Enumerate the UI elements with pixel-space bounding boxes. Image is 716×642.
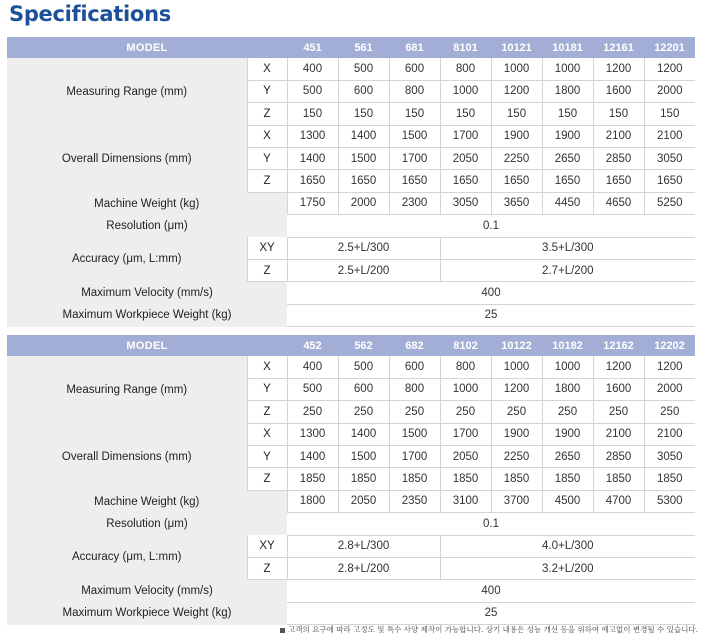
axis-label: X [247,423,287,445]
value-cell: 1800 [287,490,338,512]
value-cell: 3700 [491,490,542,512]
value-cell: 1200 [644,58,695,80]
value-cell: 500 [338,356,389,378]
model-header-cell: 10182 [542,335,593,356]
value-cell: 5250 [644,192,695,214]
value-cell: 1400 [338,125,389,147]
table-row [7,490,695,512]
accuracy-value: 2.5+L/200 [287,259,440,281]
value-cell: 1700 [440,125,491,147]
value-cell: 1200 [644,356,695,378]
value-cell: 1200 [491,80,542,102]
value-cell: 250 [491,401,542,423]
table-row [7,423,695,445]
accuracy-value: 2.8+L/200 [287,557,440,579]
value-cell: 1400 [287,445,338,467]
model-header-label: MODEL [7,37,287,58]
value-cell: 2050 [440,445,491,467]
model-header-cell: 561 [338,37,389,58]
value-cell: 1850 [287,468,338,490]
value-cell: 4650 [593,192,644,214]
value-cell: 1700 [440,423,491,445]
measuring-range-label: Measuring Range (mm) [7,356,247,423]
page-title: Specifications [9,2,171,26]
value-cell: 1200 [593,356,644,378]
accuracy-value: 2.7+L/200 [440,259,695,281]
value-cell: 1850 [593,468,644,490]
value-cell: 1650 [440,170,491,192]
value-cell: 1850 [338,468,389,490]
value-cell: 800 [389,378,440,400]
max-workpiece-label: Maximum Workpiece Weight (kg) [7,602,287,624]
value-cell: 1000 [542,58,593,80]
value-cell: 1650 [389,170,440,192]
table-row [7,282,695,304]
machine-weight-label: Machine Weight (kg) [7,490,287,512]
accuracy-value: 2.5+L/300 [287,237,440,259]
value-cell: 4450 [542,192,593,214]
model-header-cell: 12202 [644,335,695,356]
max-workpiece-label: Maximum Workpiece Weight (kg) [7,304,287,326]
table-row [7,513,695,535]
value-cell: 250 [440,401,491,423]
value-cell: 150 [389,103,440,125]
value-cell: 250 [287,401,338,423]
value-cell: 1900 [542,423,593,445]
spec-table-1 [7,37,695,327]
model-header-cell: 451 [287,37,338,58]
value-cell: 150 [440,103,491,125]
value-cell: 1300 [287,125,338,147]
measuring-range-label: Measuring Range (mm) [7,58,247,125]
value-cell: 2350 [389,490,440,512]
axis-label: Z [247,170,287,192]
value-cell: 3050 [644,445,695,467]
table-row [7,580,695,602]
value-cell: 150 [644,103,695,125]
value-cell: 2100 [593,423,644,445]
table-row [7,535,695,557]
bullet-square-icon [280,628,285,633]
value-cell: 1000 [440,80,491,102]
value-cell: 2000 [338,192,389,214]
value-cell: 2850 [593,445,644,467]
value-cell: 1000 [542,356,593,378]
axis-label: Z [247,401,287,423]
value-cell: 250 [593,401,644,423]
value-cell: 2250 [491,445,542,467]
table-row [7,237,695,259]
model-header-cell: 452 [287,335,338,356]
resolution-label: Resolution (μm) [7,215,287,237]
value-cell: 2650 [542,445,593,467]
value-cell: 1600 [593,80,644,102]
model-header-label: MODEL [7,335,287,356]
value-cell: 500 [287,378,338,400]
value-cell: 400 [287,58,338,80]
table-row [7,602,695,624]
axis-label: Z [247,103,287,125]
footer-note [280,624,698,635]
value-cell: 1500 [338,445,389,467]
value-cell: 1650 [542,170,593,192]
value-cell: 250 [644,401,695,423]
value-cell: 1600 [593,378,644,400]
axis-label: Z [247,259,287,281]
value-cell: 3650 [491,192,542,214]
value-cell: 800 [389,80,440,102]
value-cell: 2050 [440,147,491,169]
value-cell: 3050 [644,147,695,169]
model-header-cell: 10122 [491,335,542,356]
value-cell: 1850 [542,468,593,490]
value-cell: 150 [287,103,338,125]
axis-label: X [247,58,287,80]
value-cell: 600 [338,80,389,102]
model-header-cell: 8102 [440,335,491,356]
resolution-label: Resolution (μm) [7,513,287,535]
value-cell: 1000 [491,58,542,80]
value-cell: 1500 [389,125,440,147]
value-cell: 1700 [389,147,440,169]
value-cell: 2650 [542,147,593,169]
table-row [7,125,695,147]
value-cell: 1850 [440,468,491,490]
model-header-cell: 562 [338,335,389,356]
axis-label: X [247,125,287,147]
value-cell: 1750 [287,192,338,214]
value-cell: 1000 [491,356,542,378]
value-cell: 1500 [389,423,440,445]
value-cell: 1850 [389,468,440,490]
value-cell: 1400 [287,147,338,169]
axis-label: Z [247,468,287,490]
value-cell: 600 [338,378,389,400]
accuracy-label: Accuracy (μm, L:mm) [7,535,247,580]
accuracy-value: 3.2+L/200 [440,557,695,579]
value-cell: 250 [338,401,389,423]
value-cell: 2250 [491,147,542,169]
table-row [7,37,695,58]
model-header-cell: 12161 [593,37,644,58]
axis-label: Y [247,378,287,400]
value-cell: 3100 [440,490,491,512]
value-cell: 400 [287,356,338,378]
value-cell: 1650 [338,170,389,192]
table-row [7,215,695,237]
accuracy-value: 4.0+L/300 [440,535,695,557]
table-row [7,58,695,80]
value-cell: 150 [338,103,389,125]
value-cell: 2100 [644,125,695,147]
value-cell: 1700 [389,445,440,467]
model-header-cell: 12162 [593,335,644,356]
value-cell: 1650 [593,170,644,192]
model-header-cell: 682 [389,335,440,356]
table-row [7,304,695,326]
value-cell: 1800 [542,378,593,400]
value-cell: 1500 [338,147,389,169]
value-cell: 1900 [491,423,542,445]
value-cell: 1000 [440,378,491,400]
value-cell: 4700 [593,490,644,512]
value-cell: 1300 [287,423,338,445]
value-cell: 5300 [644,490,695,512]
accuracy-value: 2.8+L/300 [287,535,440,557]
value-cell: 1650 [491,170,542,192]
value-cell: 600 [389,356,440,378]
value-cell: 500 [338,58,389,80]
value-cell: 1650 [287,170,338,192]
value-cell: 1900 [542,125,593,147]
value-cell: 1650 [644,170,695,192]
max-velocity-label: Maximum Velocity (mm/s) [7,282,287,304]
value-cell: 4500 [542,490,593,512]
value-cell: 1400 [338,423,389,445]
value-cell: 150 [593,103,644,125]
value-cell: 1200 [593,58,644,80]
max-velocity-value: 400 [287,282,695,304]
value-cell: 2000 [644,80,695,102]
axis-label: XY [247,535,287,557]
overall-dimensions-label: Overall Dimensions (mm) [7,125,247,192]
value-cell: 2300 [389,192,440,214]
model-header-cell: 10121 [491,37,542,58]
max-velocity-label: Maximum Velocity (mm/s) [7,580,287,602]
value-cell: 1800 [542,80,593,102]
accuracy-label: Accuracy (μm, L:mm) [7,237,247,282]
axis-label: Z [247,557,287,579]
value-cell: 3050 [440,192,491,214]
accuracy-value: 3.5+L/300 [440,237,695,259]
axis-label: Y [247,445,287,467]
value-cell: 2100 [644,423,695,445]
model-header-cell: 8101 [440,37,491,58]
table-row [7,335,695,356]
model-header-cell: 681 [389,37,440,58]
value-cell: 800 [440,356,491,378]
value-cell: 1850 [644,468,695,490]
axis-label: Y [247,147,287,169]
value-cell: 1850 [491,468,542,490]
axis-label: XY [247,237,287,259]
value-cell: 1200 [491,378,542,400]
table-row [7,356,695,378]
model-header-cell: 12201 [644,37,695,58]
overall-dimensions-label: Overall Dimensions (mm) [7,423,247,490]
footer-note-text: 고객의 요구에 따라 고정도 및 특수 사양 제작이 가능합니다. 상기 내용은 성능 개선 등을 위하여 예고없이 변경될 수 있습니다. [288,625,698,634]
value-cell: 1900 [491,125,542,147]
model-header-cell: 10181 [542,37,593,58]
value-cell: 500 [287,80,338,102]
spec-table-2 [7,335,695,625]
resolution-value: 0.1 [287,513,695,535]
resolution-value: 0.1 [287,215,695,237]
value-cell: 250 [389,401,440,423]
axis-label: X [247,356,287,378]
value-cell: 2100 [593,125,644,147]
machine-weight-label: Machine Weight (kg) [7,192,287,214]
value-cell: 2000 [644,378,695,400]
max-velocity-value: 400 [287,580,695,602]
table-row [7,192,695,214]
value-cell: 600 [389,58,440,80]
value-cell: 2050 [338,490,389,512]
max-workpiece-value: 25 [287,304,695,326]
value-cell: 150 [542,103,593,125]
value-cell: 800 [440,58,491,80]
value-cell: 2850 [593,147,644,169]
max-workpiece-value: 25 [287,602,695,624]
axis-label: Y [247,80,287,102]
value-cell: 250 [542,401,593,423]
value-cell: 150 [491,103,542,125]
